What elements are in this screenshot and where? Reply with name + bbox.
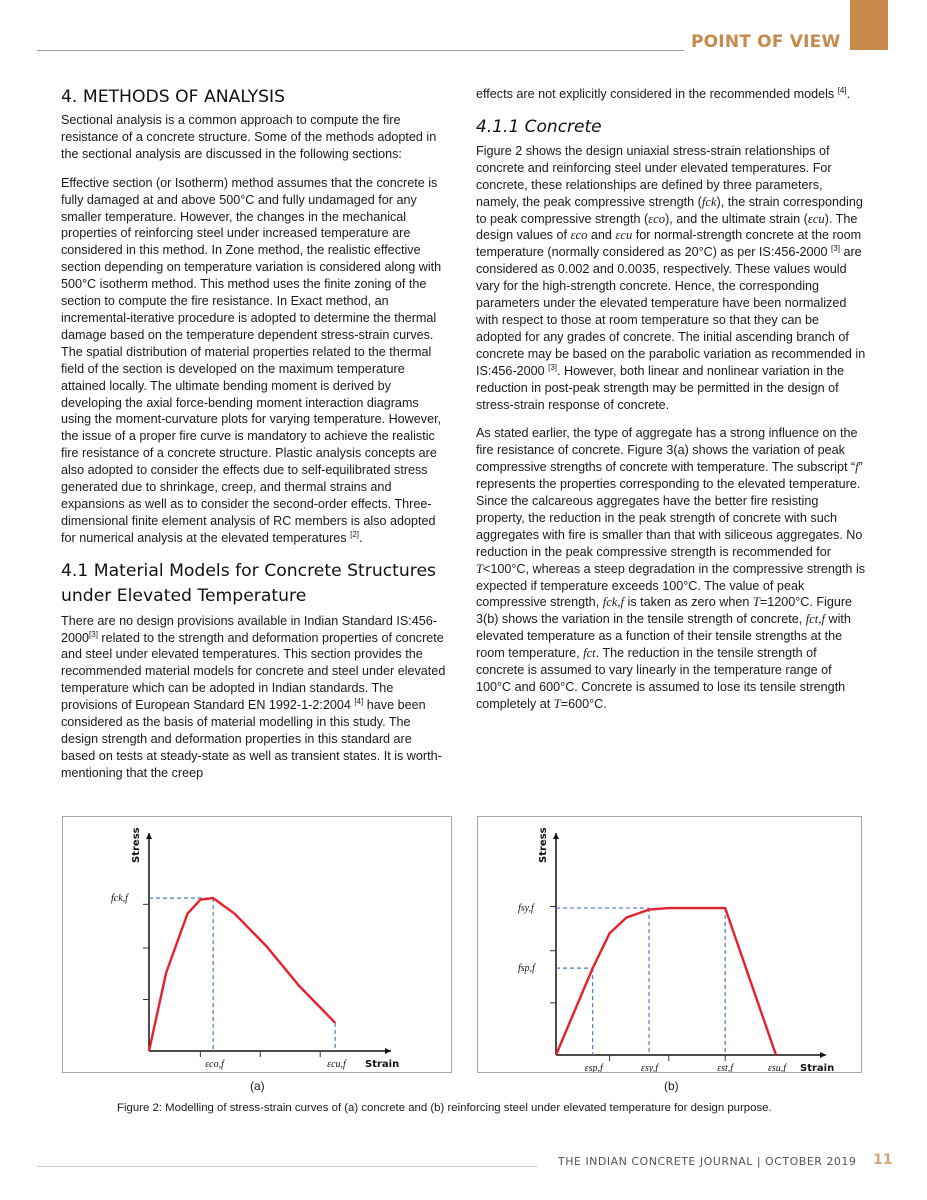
section-tag-block [850, 0, 888, 50]
chart-steel [478, 817, 861, 1072]
x-axis-arrow-icon [385, 1048, 391, 1054]
citation: [3] [831, 244, 840, 254]
chart-concrete [63, 817, 451, 1072]
figure-sub-label-a: (a) [250, 1079, 265, 1093]
paragraph: There are no design provisions available in Indian Standard IS:456-2000[3] related to the strength and deformation properties of concrete and steel under elevated temperatures. This section provides the recommended material models for concrete and steel under elevated temperature which can be adopted in Indian standards. The provisions of European Standard EN 1992-1-2:2004 [4] have been considered as the basis of material modelling in this study. The design strength and deformation properties in this standard are based on tests at steady-state as well as transient states. It is worth-mentioning that the creep [61, 613, 446, 780]
x-axis-label: Strain [800, 1063, 835, 1072]
x-tick-label: εsp,f [584, 1063, 603, 1072]
y-axis-arrow-icon [146, 833, 152, 839]
paragraph: effects are not explicitly considered in the recommended models [4]. [476, 86, 851, 101]
citation: [4] [354, 697, 364, 707]
x-axis-label: Strain [365, 1059, 400, 1070]
y-tick-label: fsy,f [518, 903, 534, 915]
section-tag: POINT OF VIEW [691, 32, 841, 52]
page-number: 11 [873, 1152, 893, 1168]
x-tick-label: εst,f [717, 1063, 734, 1072]
series-line-concrete [149, 898, 335, 1051]
header-rule [37, 50, 684, 51]
paragraph: Figure 2 shows the design uniaxial stress-strain relationships of concrete and reinforcing steel under elevated temperatures. For concrete, these relationships are defined by three parameters, namely, the peak compressive strength (fck), the strain corresponding to peak compressive strength (εco), and the ultimate strain (εcu). The design values of εco and εcu for normal-strength concrete at the room temperature (normally considered as 20°C) as per IS:456-2000 [3] are considered as 0.002 and 0.0035, respectively. These values would vary for the high-strength concrete. Hence, the corresponding parameters under the elevated temperature have been normalized with respect to those at room temperature so that they can be adopted for any grades of concrete. The initial ascending branch of concrete may be based on the parabolic variation as recommended in IS:456-2000 [3]. However, both linear and nonlinear variation in the reduction in post-peak strength may be permitted in the design of stress-strain response of concrete. [476, 143, 866, 412]
x-tick-label: εco,f [205, 1059, 224, 1070]
figure-caption: Figure 2: Modelling of stress-strain curves of (a) concrete and (b) reinforcing steel under elevated temperature for design purpose. [117, 1102, 772, 1114]
y-axis-arrow-icon [553, 833, 559, 839]
citation: [3] [548, 362, 558, 372]
citation: [4] [837, 86, 847, 95]
footer-rule [37, 1166, 537, 1167]
figure-concrete-stress-strain [62, 816, 452, 1073]
paragraph: Sectional analysis is a common approach to compute the fire resistance of a concrete structure. Some of the methods adopted in the sectional analysis are discussed in the following sections: [61, 113, 437, 161]
citation: [3] [89, 629, 98, 639]
figure-steel-stress-strain [477, 816, 862, 1073]
citation: [2] [350, 529, 360, 539]
paragraph: Effective section (or Isotherm) method assumes that the concrete is fully damaged at and above 500°C and fully undamaged for any smaller temperature. However, the changes in the mechanical properties of reinforcing steel under increased temperature are considered in this method. In Zone method, the realistic effective section depending on temperature variation is considered along with 500°C isotherm method. This method uses the finite zoning of the section to compute the fire resistance. In Exact method, an incremental-iterative procedure is adopted to determine the thermal damage based on the temperature dependent stress-strain curves. The spatial distribution of material properties related to the thermal field of the section is developed on the maximum temperature attained locally. The ultimate bending moment is derived by developing the axial force-bending moment interaction diagrams using the moment-curvature plots for varying temperature. However, the issue of a proper fire curve is mandatory to achieve the realistic fire resistance of a concrete structure. Plastic analysis concepts are also adopted to consider the effects due to self-equilibrated stress generated due to shrinkage, creep, and thermal strains and expansions as well as to consider the second-order effects. Three-dimensional finite element analysis of RC members is also adopted for numerical analysis at the elevated temperatures [2]. [61, 175, 442, 545]
heading-methods-of-analysis: 4. METHODS OF ANALYSIS [61, 87, 286, 107]
right-column [476, 86, 868, 725]
x-tick-label: εcu,f [327, 1059, 346, 1070]
footer-journal: THE INDIAN CONCRETE JOURNAL | OCTOBER 2019 [558, 1155, 857, 1168]
x-tick-label: εsu,f [767, 1063, 787, 1072]
figure-sub-label-b: (b) [664, 1079, 679, 1093]
paragraph: As stated earlier, the type of aggregate has a strong influence on the fire resistance of concrete. Figure 3(a) shows the variation of peak compressive strengths of concrete with temperature. The subscript “f” represents the properties corresponding to the elevated temperature. Since the calcareous aggregates have the better fire resisting property, the reduction in the peak strength of concrete with such aggregates with fire is smaller than that with siliceous aggregates. No reduction in the peak compressive strength is recommended for T<100°C, whereas a steep degradation in the compressive strength is expected if temperature exceeds 100°C. The value of peak compressive strength, fck,f is taken as zero when T=1200°C. Figure 3(b) shows the variation in the tensile strength of concrete, fct,f with elevated temperature as a function of their tensile strengths at the room temperature, fct. The reduction in the tensile strength of concrete is assumed to vary linearly in the temperature range of 100°C and 600°C. Concrete is assumed to lose its tensile strength completely at T=600°C. [476, 426, 866, 711]
left-column [61, 86, 449, 794]
y-axis-label: Stress [538, 827, 549, 863]
y-tick-label: fck,f [111, 893, 128, 905]
y-axis-label: Stress [131, 827, 142, 863]
heading-material-models: 4.1 Material Models for Concrete Structures under Elevated Temperature [61, 560, 437, 606]
y-tick-label: fsp,f [518, 963, 535, 975]
series-line-steel [556, 908, 776, 1055]
x-axis-arrow-icon [820, 1052, 826, 1058]
heading-concrete: 4.1.1 Concrete [476, 116, 602, 137]
x-tick-label: εsy,f [641, 1063, 659, 1072]
